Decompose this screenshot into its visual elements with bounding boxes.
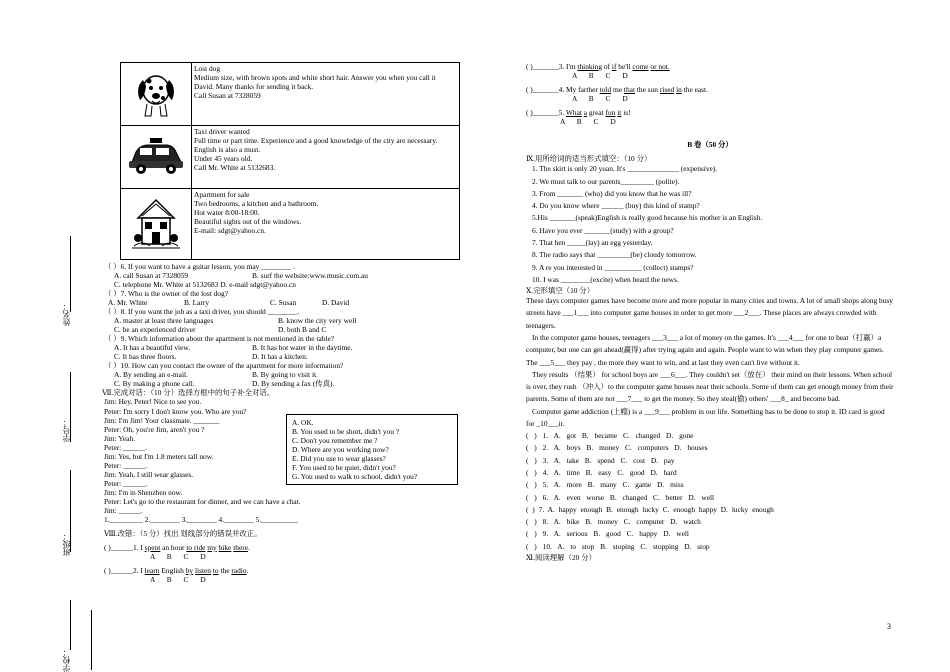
option: A. Mr. White [108,298,148,308]
cloze-option-row: ( ) 1. A. got B. became C. changed D. gone [526,431,694,441]
option: A. call Susan at 7328059 [114,271,189,281]
option: B. By going to visit it. [252,370,318,380]
underlined-word: by [185,566,194,575]
cloze-option-row: ( ) 10. A. to stop B. stoping C. stopping D. stop [526,541,710,551]
question-options [114,379,516,388]
dialogue-line: Jim: Yes, but I'm 1.8 meters tall now. [104,451,214,461]
fill-item: 1. The skirt is only 20 yuan. It's ______________ (expensive). [532,164,718,174]
underlined-word: thinking [577,62,603,71]
dialogue-line: Jim: I'm Jim! Your classmate. _______ [104,415,220,425]
ad-line: Beautiful sights out of the windows. [194,217,302,227]
name-line [70,236,71,312]
option: A. master at least three languages [114,316,214,326]
underlined-word: there [233,542,248,552]
ad-line: Two bedrooms, a kitchen and a bathroom. [194,199,319,209]
binding-rule [91,610,92,670]
underlined-word: or not. [650,62,670,71]
option: B. It has hot water in the daytime. [252,343,353,353]
fill-list [532,163,894,286]
house-icon [121,189,192,260]
option: C. be an experienced driver [114,325,196,335]
box-option: C. Don't you remember me ? [292,436,378,446]
option: C. It has three floors. [114,352,177,362]
cloze-option-row: ( ) 7. A. happy enough B. enough lucky C. enough happy D. lucky enough [526,504,774,514]
school-label: 学校： [62,648,71,672]
question-options [114,352,516,361]
box-option: F. You used to be quiet, didn't you? [292,463,396,473]
fill-item: 9. A re you interested in __________ (collect) stamps? [532,262,694,272]
taxi-icon [121,126,192,189]
binding-margin [0,0,95,672]
cloze-paragraph: In the computer game houses, teenagers ___3___ a lot of money on the games. It's ___4___ for one to beat（打赢）a computer, but one can get ahead(赢得) after trying again and again. People want to win when they play computer games. The ___5___ they pay , the more they want to win, and at last they even can't live without it. [526,332,885,367]
ad-text [192,63,460,126]
question-options [114,370,516,379]
ad-line: Hot water 8:00-18:00. [194,208,260,218]
underlined-word: rised [659,85,675,95]
error-item: ( )______2. I learn English by listen to the radio. [104,566,249,575]
underlined-word: learn [144,566,160,575]
dialogue-line: Jim: ______. [104,505,143,515]
dog-icon [121,63,192,126]
fill-item: 10. I was ________(excite) when heard the news. [532,274,679,284]
error-item: ( )______1. I spent an hour to ride my bike there. [104,542,250,552]
dialogue-line: Jim: I'm in Shenzhen now. [104,487,183,497]
underlined-word: in [676,85,682,95]
reading-questions [104,262,516,388]
underlined-word: to ride [186,542,206,552]
option: C. Susan [270,298,297,308]
underlined-word: What [565,108,582,118]
ad-line: Call Mr. White at 5132683. [194,163,276,173]
error-item: ( )_______4. My farther told me that the sun rised in the east. [526,85,708,95]
ad-line: Full time or part time. Experience and a good knowledge of the city are necessary. English is also a must. [194,136,438,155]
cloze-passage [526,295,894,430]
question-stem: （ ）9. Which information about the apartment is not mentioned in the table? [104,334,335,344]
error-item: ( )_______5. What a great fun it is! [526,108,631,118]
cloze-option-row: ( ) 8. A. bike B. money C. computer D. watch [526,517,701,527]
class-label: 班级： [62,532,71,556]
cloze-paragraph: These days computer games have become more and more popular in many cities and towns. A lot of small shops along busy streets have ___1___ into computer game houses in order to get more ___2___. These places are always crowded with teenagers. [526,296,893,330]
ad-row [121,126,460,189]
dialogue-line: Jim: Hey, Peter! Nice to see you. [104,397,202,407]
question-stem: （ ）8. If you want the job as a taxi driver, you should ________. [104,307,300,317]
error-options: A B C D [572,71,628,81]
option: C. telephone Mr. White at 5132683 D. e-mail sdgt@yahoo.cn [114,280,296,290]
cloze-option-row: ( ) 5. A. more B. many C. game D. miss [526,480,684,490]
box-option: G. You used to walk to school, didn't you? [292,472,418,482]
underlined-word: that [623,85,636,95]
option: B. know the city very well [278,316,357,326]
question-options [108,298,516,307]
underlined-word: come [632,62,649,71]
answer-blanks: 1._________ 2.________ 3.________ 4.________ 5.__________ [104,514,299,524]
box-option: A. OK. [292,418,314,427]
dialogue-line: Peter: ______. [104,460,148,470]
ad-line: Call Susan at 7328059 [194,91,261,101]
ad-row [121,63,460,126]
number-label: 学号： [62,418,71,442]
dialogue-line: Jim: Yeah, I still wear glasses. [104,469,194,479]
ad-row [121,189,460,260]
question-stem: （ ）10. How can you contact the owner of the apartment for more information? [104,361,344,371]
dialogue-line: Peter: Oh, you're Jim, aren't you ? [104,424,205,434]
underlined-word: if [611,62,617,71]
error-options: A B C D [150,575,206,585]
underlined-word: to [212,566,219,575]
dialogue-line: Peter: Let's go to the restaurant for dinner, and we can have a chat. [104,496,301,506]
ad-line: Under 45 years old. [194,154,253,164]
cloze-options [526,430,894,553]
school-line [70,600,71,650]
cloze-option-row: ( ) 4. A. time B. easy C. good D. hard [526,468,677,478]
question-options [114,343,516,352]
error-options: A B C D [150,551,206,561]
left-column [104,62,516,584]
ad-text [192,189,460,260]
fill-item: 3. From _______ (who) did you know that he was ill? [532,188,692,198]
underlined-word: my [207,542,217,552]
error-options: A B C D [560,117,616,127]
ad-title: Lost dog [194,64,221,73]
section-8-title: Ⅷ.改错：（5 分）找出 划线部分的错误并改正。 [104,528,262,538]
underlined-word: bike [218,542,232,552]
underlined-word: listen [194,566,211,575]
error-item: ( )_______3. I'm thinking of if he'll come or not. [526,62,670,71]
underlined-word: fun [605,108,616,118]
cloze-option-row: ( ) 9. A. serious B. good C. happy D. well [526,529,689,539]
underlined-word: radio [231,566,247,575]
fill-item: 6. Have you ever _______(study) with a group? [532,225,674,235]
dialogue-line: Peter: ______. [104,442,148,452]
dialogue-line: Peter: ______. [104,478,148,488]
question-stem: （ ）6. If you want to have a guitar lesson, you may ________ . [104,262,295,271]
option: D. By sending a fax (传真). [252,379,335,389]
cloze-paragraph: They results （结果） for school boys are ___6___. They couldn't set（放在） their mind on their lessons. When school is over, they rush （冲入）to the computer game houses near their schools. Some of them can get enough money from their parents. Some of them are not ___7___ to get the money. So they steal(偷) others' ___8_ and become bad. [526,369,894,404]
ad-line: E-mail: sdgt@yahoo.cn. [194,226,266,236]
cloze-option-row: ( ) 3. A. take B. spend C. cost D. pay [526,455,675,465]
option: B. surf the website:www.music.com.au [252,271,368,281]
question-options [114,325,516,334]
box-option: E. Did you use to wear glasses? [292,454,386,464]
option: C. By making a phone call. [114,379,195,389]
option: A. By sending an e-mail. [114,370,188,380]
option: B. Larry [184,298,210,308]
fill-item: 8. The radio says that _________(be) cloudy tomorrow. [532,250,697,260]
underlined-word: told [599,85,612,95]
option: D. David [322,298,350,308]
section-7-title: Ⅶ.完成对话：（10 分）选择方框中的句子补全对话。 [102,388,275,398]
fill-item: 2. We must talk to our parents_________ (polite). [532,176,680,186]
ad-line: Medium size, with brown spots and white short hair. Answer you when you call it David. Many thanks for sending it back. [194,73,436,92]
dialogue-line: Jim: Yeah. [104,433,136,443]
box-option: B. You used to be short, didn't you ? [292,427,400,437]
right-column [526,62,894,562]
option: D. It has a kitchen. [252,352,308,362]
ad-text [192,126,460,189]
underlined-word: spent [144,542,161,552]
error-options: A B C D [572,94,628,104]
name-label: 姓名： [62,302,71,326]
section-11-title: Ⅺ.阅读理解（20 分） [526,553,596,562]
section-9-title: Ⅸ.用所给词的适当形式填空：（10 分） [526,154,652,164]
fill-item: 7. That hen _____(lay) an egg yesterday. [532,237,653,247]
question-options [114,271,516,280]
ad-title: Taxi driver wanted [194,127,250,136]
part-b-title: B 卷（50 分） [687,140,733,150]
ads-table [120,62,460,260]
box-option: D. Where are you working now? [292,445,389,455]
section-10-title: Ⅹ.完形填空（10 分） [526,286,595,296]
fill-item: 4. Do you know where ______ (buy) this kind of stamp? [532,201,700,211]
underlined-word: it [617,108,622,118]
question-options [114,316,516,325]
option: D. both B and C [278,325,327,335]
option: A. It has a beautiful view. [114,343,191,353]
underlined-word: a [583,108,588,118]
fill-item: 5.His _______(speak)English is really good because his mother is an English. [532,213,763,223]
dialogue-line: Peter: I'm sorry I don't know you. Who are you? [104,406,247,416]
question-stem: （ ）7. Who is the owner of the lost dog? [104,289,228,299]
cloze-option-row: ( ) 2. A. boys B. money C. computers D. houses [526,443,708,453]
cloze-option-row: ( ) 6. A. even worse B. changed C. better D. well [526,492,715,502]
ad-title: Apartment for sale [194,190,250,199]
cloze-paragraph: Computer game addiction (上瘾) is a ___9___ problem in our life. Something has to be done to stop it. ID card is good for _10___it. [526,406,885,428]
page-number: 3 [887,622,891,631]
options-box [286,414,458,485]
